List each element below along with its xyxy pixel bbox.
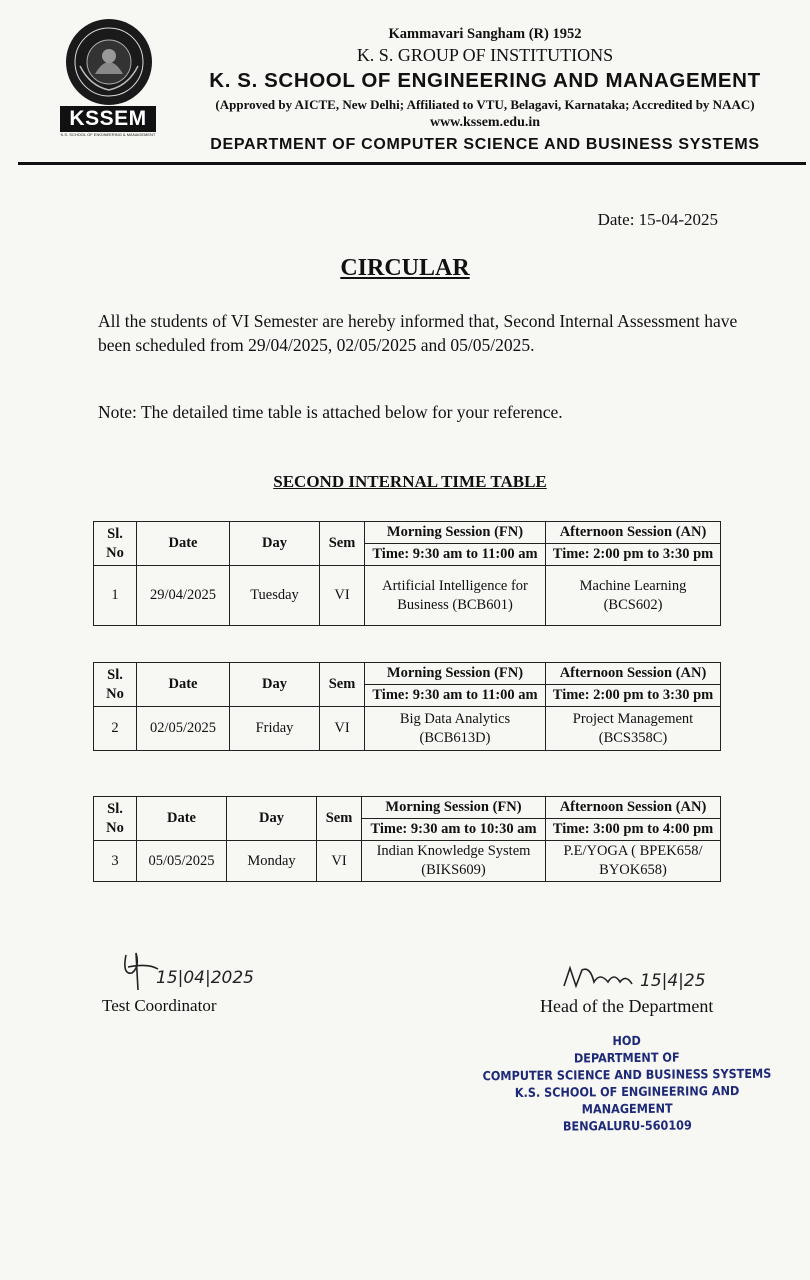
timetable-title: SECOND INTERNAL TIME TABLE [273, 472, 547, 491]
cell-sem: VI [320, 707, 365, 751]
header-morning: Morning Session (FN) [365, 663, 546, 685]
header-morning: Morning Session (FN) [365, 522, 546, 544]
stamp-line: K.S. SCHOOL OF ENGINEERING AND MANAGEMENT [514, 1083, 740, 1117]
header-day: Day [230, 522, 320, 566]
header-afternoon: Afternoon Session (AN) [546, 797, 721, 819]
circular-body: All the students of VI Semester are hereby informed that, Second Internal Assessment have been scheduled from 29/04/2025, 02/05/2025 and 05/05/2025. [98, 311, 738, 355]
header-morning: Morning Session (FN) [362, 797, 546, 819]
coordinator-label: Test Coordinator [102, 996, 217, 1015]
hod-label: Head of the Department [540, 996, 714, 1016]
hod-signature [560, 960, 760, 1001]
coordinator-signature [118, 945, 278, 1000]
table-header-row [94, 522, 721, 544]
stamp-line: COMPUTER SCIENCE AND BUSINESS SYSTEMS [482, 1065, 772, 1084]
page-title: CIRCULAR [340, 255, 470, 281]
afternoon-time: Time: 2:00 pm to 3:30 pm [546, 685, 721, 707]
header-sem: Sem [317, 797, 362, 841]
header-afternoon: Afternoon Session (AN) [546, 663, 721, 685]
table-row [94, 841, 721, 882]
afternoon-time: Time: 2:00 pm to 3:30 pm [546, 544, 721, 566]
header-date: Date [137, 797, 227, 841]
circular-date: Date: 15-04-2025 [597, 210, 718, 229]
table-header-row [94, 797, 721, 819]
cell-morning-subject: Big Data Analytics (BCB613D) [365, 707, 546, 751]
cell-slno: 2 [94, 707, 137, 751]
header-slno: Sl. No [94, 797, 137, 841]
header-slno: Sl. No [94, 522, 137, 566]
cell-date: 29/04/2025 [137, 566, 230, 626]
stamp-line: HOD [612, 1032, 641, 1049]
cell-sem: VI [317, 841, 362, 882]
logo-subtext: K.S. SCHOOL OF ENGINEERING & MANAGEMENT [60, 132, 156, 137]
header-divider [18, 162, 806, 165]
header-sem: Sem [320, 522, 365, 566]
header-afternoon: Afternoon Session (AN) [546, 522, 721, 544]
header-slno: Sl. No [94, 663, 137, 707]
website-line: www.kssem.edu.in [429, 115, 541, 130]
morning-time: Time: 9:30 am to 11:00 am [365, 544, 546, 566]
sangham-line: Kammavari Sangham (R) 1952 [388, 26, 582, 42]
svg-text:15|4|25: 15|4|25 [640, 971, 706, 991]
cell-sem: VI [320, 566, 365, 626]
header-sem: Sem [320, 663, 365, 707]
cell-date: 05/05/2025 [137, 841, 227, 882]
morning-time: Time: 9:30 am to 10:30 am [362, 819, 546, 841]
cell-morning-subject: Indian Knowledge System (BIKS609) [362, 841, 546, 882]
timetable-day-1 [93, 521, 721, 626]
cell-afternoon-subject: Project Management (BCS358C) [546, 707, 721, 751]
table-row [94, 707, 721, 751]
cell-morning-subject: Artificial Intelligence for Business (BCB601) [365, 566, 546, 626]
stamp-line: DEPARTMENT OF [573, 1049, 680, 1066]
header-day: Day [230, 663, 320, 707]
svg-text:15|04|2025: 15|04|2025 [156, 968, 254, 988]
table-row [94, 566, 721, 626]
afternoon-time: Time: 3:00 pm to 4:00 pm [546, 819, 721, 841]
cell-afternoon-subject: P.E/YOGA ( BPEK658/ BYOK658) [546, 841, 721, 882]
circular-note: Note: The detailed time table is attached below for your reference. [98, 402, 563, 422]
logo-wordmark: KSSEM [60, 106, 156, 132]
cell-date: 02/05/2025 [137, 707, 230, 751]
cell-afternoon-subject: Machine Learning (BCS602) [546, 566, 721, 626]
header-day: Day [227, 797, 317, 841]
hod-stamp [482, 1031, 773, 1136]
cell-day: Monday [227, 841, 317, 882]
timetable-day-2 [93, 662, 721, 751]
stamp-line: BENGALURU-560109 [562, 1117, 692, 1134]
group-name: K. S. GROUP OF INSTITUTIONS [356, 45, 614, 65]
timetable-day-3 [93, 796, 721, 882]
cell-slno: 1 [94, 566, 137, 626]
cell-day: Friday [230, 707, 320, 751]
cell-day: Tuesday [230, 566, 320, 626]
header-date: Date [137, 663, 230, 707]
header-date: Date [137, 522, 230, 566]
table-header-row [94, 663, 721, 685]
morning-time: Time: 9:30 am to 11:00 am [365, 685, 546, 707]
approval-line: (Approved by AICTE, New Delhi; Affiliated to VTU, Belagavi, Karnataka; Accredited by NAAC) [215, 97, 755, 112]
cell-slno: 3 [94, 841, 137, 882]
department-name: DEPARTMENT OF COMPUTER SCIENCE AND BUSINESS SYSTEMS [210, 136, 760, 153]
school-name: K. S. SCHOOL OF ENGINEERING AND MANAGEMENT [209, 69, 761, 92]
